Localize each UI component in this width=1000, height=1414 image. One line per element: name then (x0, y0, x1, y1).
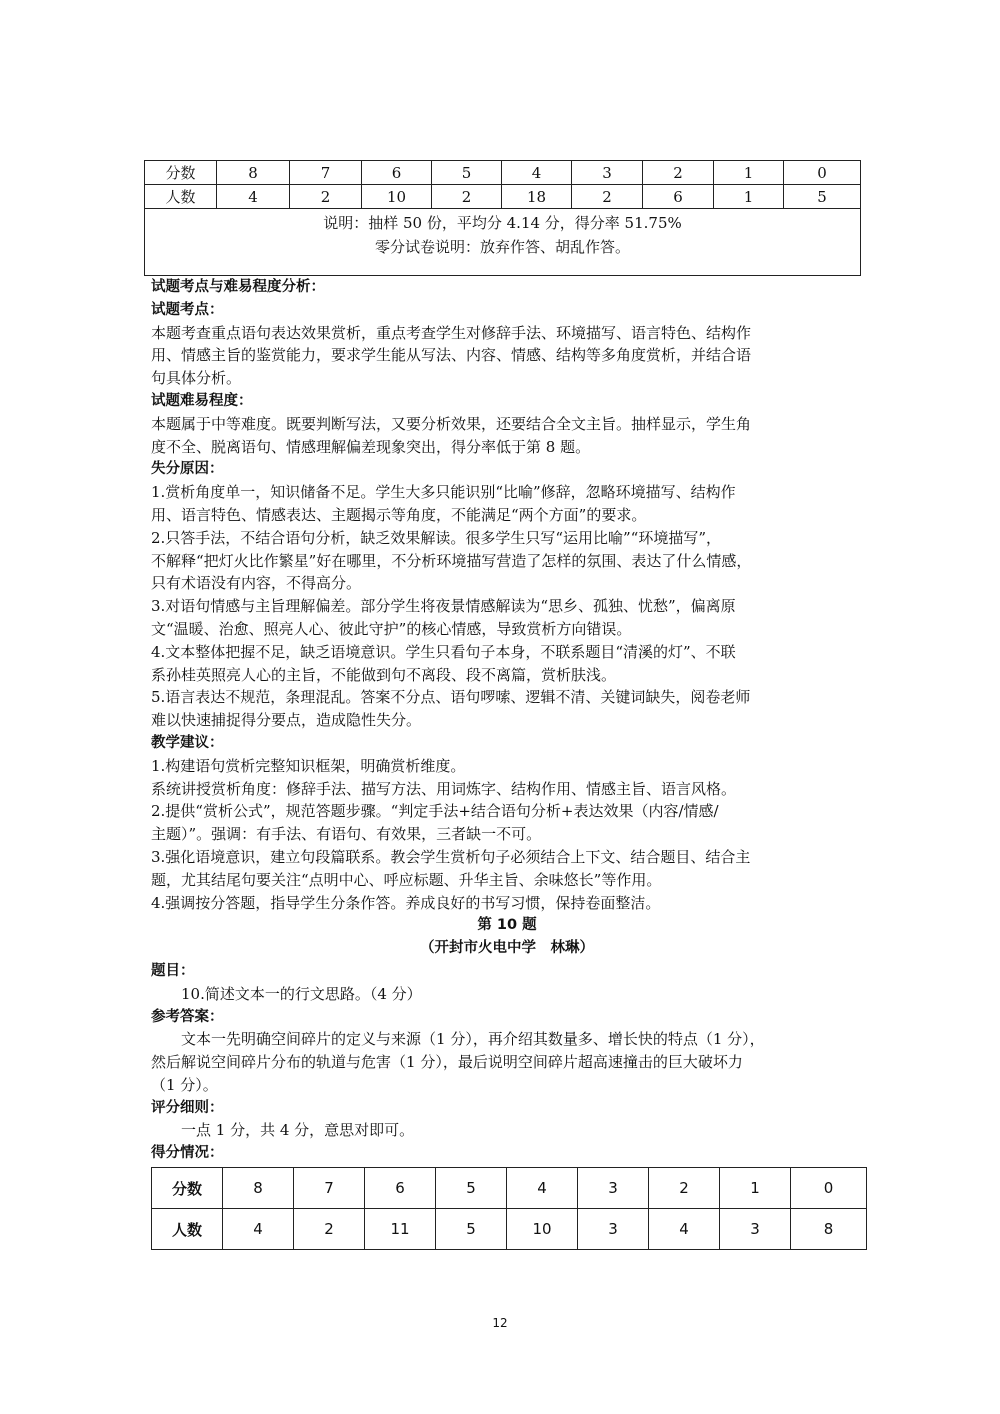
table-cell: 5 (432, 161, 502, 185)
table-cell: 2 (432, 185, 502, 209)
table-cell: 3 (578, 1209, 649, 1250)
paragraph-line: 难以快速捕捉得分要点，造成隐性失分。 (151, 711, 422, 730)
paragraph-line: 度不全、脱离语句、情感理解偏差现象突出，得分率低于第 8 题。 (151, 437, 591, 456)
paragraph-line: 4.强调按分答题，指导学生分条作答。养成良好的书写习惯，保持卷面整洁。 (151, 893, 661, 912)
zero-score-note: 零分试卷说明：放弃作答、胡乱作答。 (374, 238, 630, 256)
table-cell: 0 (784, 161, 861, 185)
table-row-count (145, 185, 861, 209)
table-cell: 10 (362, 185, 432, 209)
table-cell: 3 (578, 1168, 649, 1209)
table-cell: 人数 (145, 185, 217, 209)
table-note-cell (145, 209, 861, 276)
section-heading: 试题考点与难易程度分析： (151, 279, 325, 295)
table-cell: 2 (643, 161, 714, 185)
score-table-q10 (151, 1167, 867, 1250)
table-cell: 1 (720, 1168, 791, 1209)
table-cell: 5 (784, 185, 861, 209)
paragraph-line: 本题考查重点语句表达效果赏析，重点考查学生对修辞手法、环境描写、语言特色、结构作 (151, 323, 752, 342)
table-cell: 分数 (145, 161, 217, 185)
paragraph-line: 3.强化语境意识，建立句段篇联系。教会学生赏析句子必须结合上下文、结合题目、结合主 (151, 847, 751, 866)
paragraph-line: 不解释“把灯火比作繁星”好在哪里，不分析环境描写营造了怎样的氛围、表达了什么情感， (151, 551, 752, 570)
loss-reasons-heading: 失分原因： (151, 461, 224, 478)
table-cell: 4 (217, 185, 290, 209)
paragraph-line: 用、情感主旨的鉴赏能力，要求学生能从写法、内容、情感、结构等多角度赏析，并结合语 (151, 346, 752, 365)
table-cell: 2 (649, 1168, 720, 1209)
table-cell: 7 (294, 1168, 365, 1209)
table-cell: 分数 (152, 1168, 223, 1209)
difficulty-heading: 试题难易程度： (151, 392, 253, 409)
table-cell: 4 (507, 1168, 578, 1209)
topic-line: 10.简述文本一的行文思路。（4 分） (181, 984, 422, 1003)
paragraph-line: 1.赏析角度单一，知识储备不足。学生大多只能识别“比喻”修辞，忽略环境描写、结构作 (151, 483, 736, 502)
table-cell: 11 (365, 1209, 436, 1250)
paragraph-line: 文“温暖、治愈、照亮人心、彼此守护”的核心情感，导致赏析方向错误。 (151, 619, 632, 638)
paragraph-line: 本题属于中等难度。既要判断写法，又要分析效果，还要结合全文主旨。抽样显示，学生角 (151, 414, 752, 433)
paragraph-line: 用、语言特色、情感表达、主题揭示等角度，不能满足“两个方面”的要求。 (151, 505, 647, 524)
question-author: （开封市火电中学 林琳） (420, 940, 594, 957)
points-heading: 试题考点： (151, 301, 224, 318)
table-cell: 2 (572, 185, 643, 209)
sample-note: 说明：抽样 50 份，平均分 4.14 分，得分率 51.75% (323, 214, 682, 232)
topic-heading: 题目： (151, 962, 195, 979)
paragraph-line: 5.语言表达不规范，条理混乱。答案不分点、语句啰嗦、逻辑不清、关键词缺失，阅卷老师 (151, 688, 751, 707)
paragraph-line: 然后解说空间碎片分布的轨道与危害（1 分），最后说明空间碎片超高速撞击的巨大破坏力 (151, 1053, 743, 1072)
page-number: 12 (492, 1316, 508, 1330)
table-row-score (145, 161, 861, 185)
table-cell: 18 (502, 185, 572, 209)
table-cell: 8 (217, 161, 290, 185)
paragraph-line: 题，尤其结尾句要关注“点明中心、呼应标题、升华主旨、余味悠长”等作用。 (151, 870, 662, 889)
table-cell: 7 (290, 161, 362, 185)
table-cell: 3 (572, 161, 643, 185)
paragraph-line: 4.文本整体把握不足，缺乏语境意识。学生只看句子本身，不联系题目“清溪的灯”、不联 (151, 642, 736, 661)
paragraph-line: 只有术语没有内容，不得高分。 (151, 574, 362, 593)
table-cell: 人数 (152, 1209, 223, 1250)
table-cell: 4 (502, 161, 572, 185)
paragraph-line: （1 分）。 (151, 1075, 218, 1094)
paragraph-line: 1.构建语句赏析完整知识框架，明确赏析维度。 (151, 756, 466, 775)
scores-heading: 得分情况： (151, 1145, 224, 1162)
table-cell: 5 (436, 1168, 507, 1209)
table-cell: 10 (507, 1209, 578, 1250)
table-row-count (152, 1209, 867, 1250)
table-cell: 4 (649, 1209, 720, 1250)
paragraph-line: 主题）”。强调：有手法、有语句、有效果，三者缺一不可。 (151, 825, 542, 844)
table-cell: 1 (714, 161, 784, 185)
table-cell: 2 (294, 1209, 365, 1250)
table-cell: 2 (290, 185, 362, 209)
suggestion-heading: 教学建议： (151, 734, 224, 751)
paragraph-line: 系孙桂英照亮人心的主旨，不能做到句不离段、段不离篇，赏析肤浅。 (151, 665, 617, 684)
table-cell: 3 (720, 1209, 791, 1250)
paragraph-line: 2.提供“赏析公式”，规范答题步骤。“判定手法+结合语句分析+表达效果（内容/情感/ (151, 802, 719, 821)
paragraph-line: 2.只答手法，不结合语句分析，缺乏效果解读。很多学生只写“运用比喻”“环境描写”， (151, 528, 721, 547)
question-title: 第 10 题 (477, 917, 537, 934)
table-cell: 6 (365, 1168, 436, 1209)
table-cell: 6 (643, 185, 714, 209)
paragraph-line: 句具体分析。 (151, 369, 242, 388)
paragraph-line: 文本一先明确空间碎片的定义与来源（1 分），再介绍其数量多、增长快的特点（1 分）， (181, 1030, 765, 1049)
table-cell: 6 (362, 161, 432, 185)
table-cell: 4 (223, 1209, 294, 1250)
answer-heading: 参考答案： (151, 1008, 224, 1025)
table-cell: 0 (791, 1168, 867, 1209)
score-table-q9 (144, 160, 861, 276)
paragraph-line: 系统讲授赏析角度：修辞手法、描写方法、用词炼字、结构作用、情感主旨、语言风格。 (151, 779, 737, 798)
rubric-heading: 评分细则： (151, 1099, 224, 1116)
table-cell: 5 (436, 1209, 507, 1250)
table-cell: 1 (714, 185, 784, 209)
document-body (151, 276, 863, 1165)
table-cell: 8 (223, 1168, 294, 1209)
table-row-score (152, 1168, 867, 1209)
table-row-note (145, 209, 861, 276)
paragraph-line: 3.对语句情感与主旨理解偏差。部分学生将夜景情感解读为“思乡、孤独、忧愁”，偏离原 (151, 597, 736, 616)
table-cell: 8 (791, 1209, 867, 1250)
rubric-line: 一点 1 分，共 4 分，意思对即可。 (181, 1121, 415, 1140)
